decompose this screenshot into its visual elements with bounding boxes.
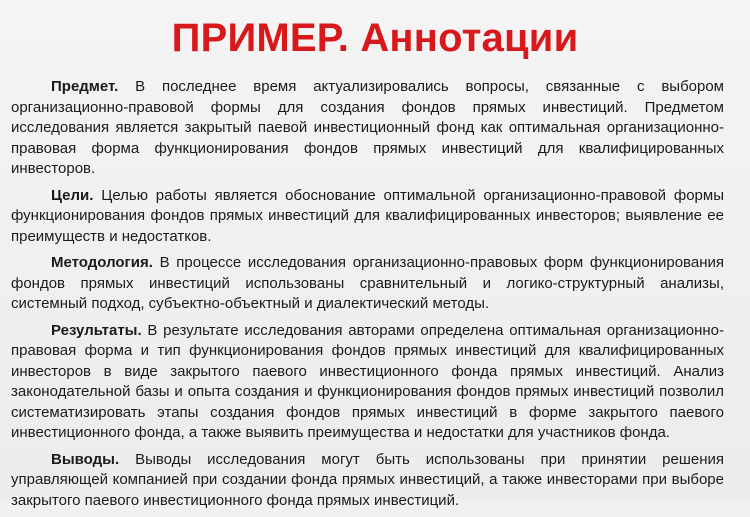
section-methodology	[11, 253, 724, 315]
section-label: Результаты.	[51, 321, 142, 339]
section-goals	[11, 186, 724, 248]
section-text: В результате исследования авторами определена оптимальная организационно-правовая форма и тип функционирования фондов прямых инвестиций для квалифицированных инвесторов в виде закрытого паевого инвестиционного фонда прямых инвестиций. Анализ законодательной базы и опыта создания и функционирования фондов прямых инвестиций позволил систематизировать этапы создания фондов прямых инвестиций в форме закрытого паевого инвестиционного фонда, а также выявить преимущества и недостатки для участников фонда.	[11, 321, 724, 441]
section-subject	[11, 77, 724, 180]
page-title: ПРИМЕР. Аннотации	[171, 16, 579, 60]
section-label: Методология.	[51, 254, 153, 271]
section-text: Выводы исследования могут быть использованы при принятии решения управляющей компанией при создании фонда прямых инвестиций, а также инвесторами при выборе закрытого паевого инвестиционного фонда прямых инвестиций.	[11, 450, 724, 509]
section-label: Выводы.	[51, 450, 120, 468]
section-label: Цели.	[51, 186, 94, 204]
section-label: Предмет.	[51, 78, 119, 95]
annotation-body	[11, 77, 724, 517]
section-text: Целью работы является обоснование оптимальной организационно-правовой формы функционирования фондов прямых инвестиций для квалифицированных инвесторов; выявление ее преимуществ и недостатков.	[11, 186, 724, 245]
section-results	[11, 321, 724, 444]
section-conclusions	[11, 450, 724, 512]
section-text: В последнее время актуализировались вопросы, связанные с выбором организационно-правовой формы для создания фондов прямых инвестиций. Предметом исследования является закрытый паевой инвестиционный фонд как оптимальная организационно-правовая форма функционирования фондов прямых инвестиций для квалифицированных инвесторов.	[11, 78, 724, 177]
section-text: В процессе исследования организационно-правовых форм функционирования фондов прямых инвестиций использованы сравнительный и логико-структурный анализы, системный подход, субъектно-объектный и диалектический методы.	[11, 254, 724, 312]
